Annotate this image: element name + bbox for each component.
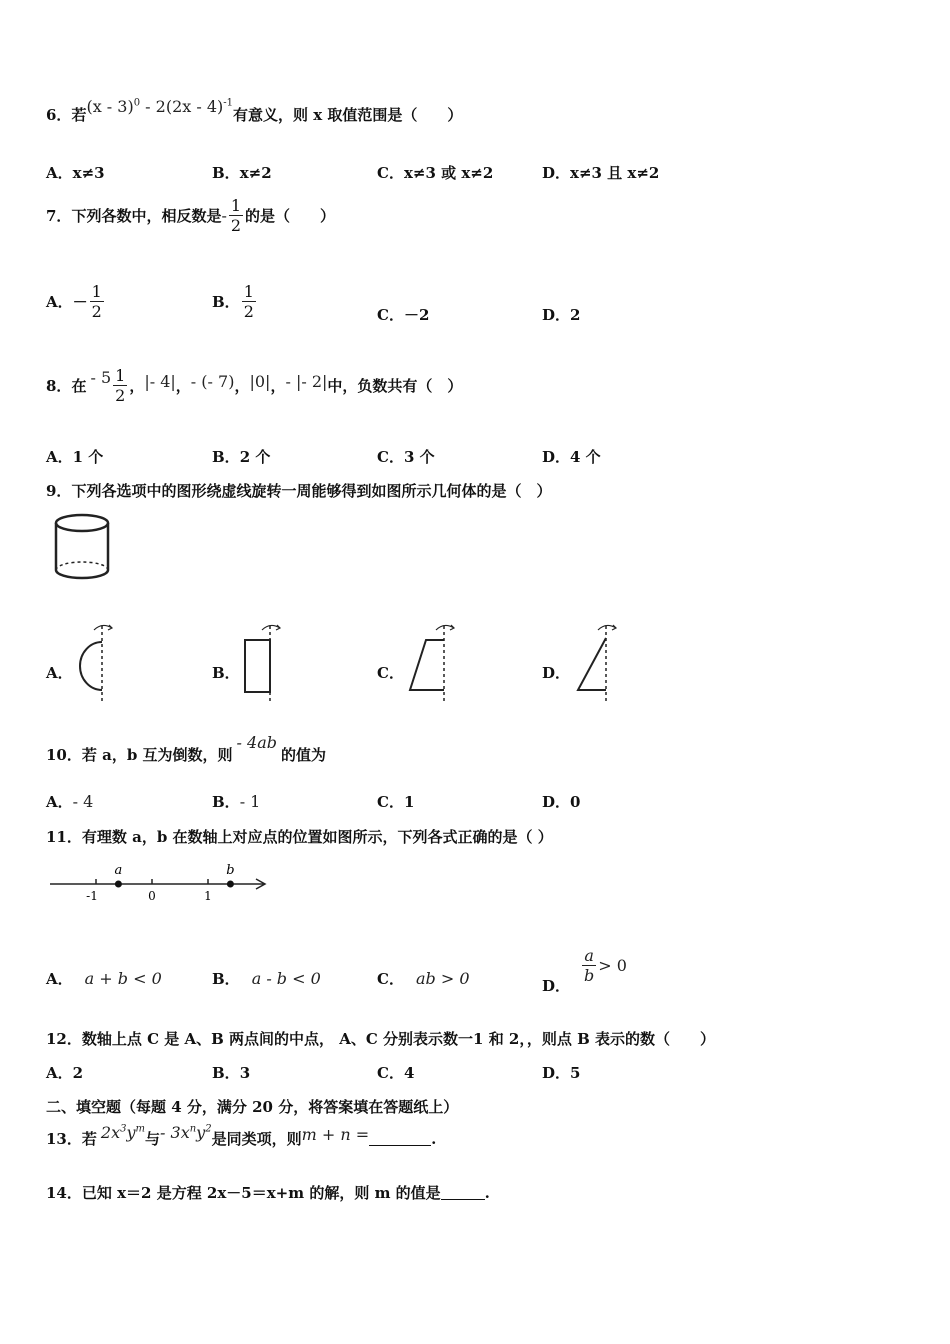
question-number: 8． <box>46 377 72 395</box>
fraction: $\frac{1}{2}$ <box>230 196 242 235</box>
question-number: 11． <box>46 828 82 846</box>
option-c[interactable]: C． ab > 0 <box>377 969 470 988</box>
question-text: 中，负数共有（ ） <box>327 377 463 395</box>
option-c[interactable]: C． 4 <box>377 1063 415 1082</box>
option-c[interactable]: C． x≠3 或 x≠2 <box>377 164 494 182</box>
trapezoid-figure <box>404 620 460 704</box>
option-c[interactable]: C． <box>377 664 404 682</box>
cylinder-figure <box>52 512 114 584</box>
option-d[interactable]: D． 0 <box>542 792 581 811</box>
question-number: 14． <box>46 1184 82 1202</box>
question-14: 14． 已知 x＝2 是方程 2x－5＝x+m 的解，则 m 的值是 . <box>46 1183 490 1202</box>
option-b[interactable]: B． 3 <box>212 1063 251 1082</box>
option-a[interactable]: A． － $\frac{1}{2}$ <box>46 282 102 321</box>
question-6 <box>46 97 463 125</box>
fraction: $\frac{1}{2}$ <box>115 366 126 405</box>
option-a[interactable]: A． 1 个 <box>46 448 104 466</box>
question-number: 12． <box>46 1030 82 1048</box>
label-one: 1 <box>204 889 212 903</box>
option-d[interactable]: D． $\frac{a}{b}$ > 0 <box>542 946 627 995</box>
math-expression: |0| <box>249 372 271 391</box>
question-text: 的值为 <box>280 746 326 764</box>
question-10 <box>46 733 326 765</box>
option-b[interactable]: B． - 1 <box>212 792 261 811</box>
minus-sign: - <box>221 206 227 225</box>
math-expression: - (- 7) <box>190 372 235 391</box>
label-minus-one: -1 <box>86 889 98 903</box>
question-number: 13． <box>46 1130 82 1148</box>
triangle-figure <box>572 620 628 704</box>
question-text: 的是（ ） <box>245 207 336 225</box>
fraction: $\frac{a}{b}$ <box>584 946 595 985</box>
question-11 <box>46 826 553 847</box>
question-text: 若 a，b 互为倒数，则 <box>81 746 233 764</box>
question-7 <box>46 196 335 235</box>
option-a[interactable]: A． x≠3 <box>46 163 105 182</box>
label-a: a <box>114 863 123 878</box>
point-a <box>115 881 122 888</box>
option-c[interactable]: C． 1 <box>377 792 415 811</box>
question-text: 与 <box>145 1130 161 1148</box>
question-text: 数轴上点 C 是 A、B 两点间的中点， A、C 分别表示数一1 和 2，，则点 B 表示的数（ ） <box>81 1030 715 1048</box>
question-text: 下列各数中，相反数是 <box>71 207 222 225</box>
question-text: 是同类项，则 <box>211 1130 302 1148</box>
question-text: 有理数 a，b 在数轴上对应点的位置如图所示，下列各式正确的是（ ） <box>81 828 553 846</box>
question-number: 6． <box>46 106 72 124</box>
answer-blank[interactable] <box>369 1131 431 1146</box>
math-expression: m + n = <box>301 1125 370 1144</box>
option-d[interactable]: D． 4 个 <box>542 448 601 466</box>
section-title: 二、填空题（每题 4 分，满分 20 分，将答案填在答题纸上） <box>46 1098 459 1116</box>
option-b[interactable]: B． a - b < 0 <box>212 969 321 988</box>
fraction: $\frac{1}{2}$ <box>243 282 254 321</box>
rectangle-figure <box>240 620 290 704</box>
option-d[interactable]: D． 2 <box>542 305 581 324</box>
option-d[interactable]: D． <box>542 664 571 682</box>
option-d[interactable]: D． x≠3 且 x≠2 <box>542 164 660 182</box>
option-b[interactable]: B． <box>212 664 240 682</box>
option-b[interactable]: B． $\frac{1}{2}$ <box>212 282 254 321</box>
question-13: 13． 若 $2x^3y^m$ 与 - $3x^ny^2$ 是同类项，则 m + n = . <box>46 1123 437 1148</box>
math-expression: - |- 2| <box>285 372 328 391</box>
question-text: 有意义，则 x 取值范围是（ ） <box>233 106 463 124</box>
math-term: - $3x^ny^2$ <box>160 1123 212 1142</box>
question-text: 在 <box>71 377 87 395</box>
option-b[interactable]: B． x≠2 <box>212 163 272 182</box>
question-9 <box>46 480 551 501</box>
option-a[interactable]: A． 2 <box>46 1063 84 1082</box>
option-d[interactable]: D． 5 <box>542 1063 581 1082</box>
question-number: 10． <box>46 746 82 764</box>
question-8: 8． 在 - 5 $\frac{1}{2}$ ， |- 4| ， - (- 7) ， |0| ， - |- 2| 中，负数共有（ ） <box>46 366 463 405</box>
question-number: 7． <box>46 207 72 225</box>
answer-blank[interactable] <box>441 1185 485 1200</box>
option-a[interactable]: A． - 4 <box>46 792 94 811</box>
question-text: 若 <box>81 1130 97 1148</box>
math-expression: |- 4| <box>144 372 176 391</box>
option-b[interactable]: B． 2 个 <box>212 448 271 466</box>
point-b <box>227 881 234 888</box>
question-number: 9． <box>46 482 72 500</box>
number-line-figure <box>46 858 276 908</box>
mixed-number-whole: - 5 <box>90 368 112 387</box>
question-12 <box>46 1028 715 1049</box>
question-text: 下列各选项中的图形绕虚线旋转一周能够得到如图所示几何体的是（ ） <box>71 482 552 500</box>
label-b: b <box>226 863 235 878</box>
semicircle-figure <box>72 620 118 704</box>
option-c[interactable]: C． 3 个 <box>377 448 435 466</box>
math-expression: - 4ab <box>236 733 277 752</box>
fraction: $\frac{1}{2}$ <box>91 282 102 321</box>
math-term: $2x^3y^m$ <box>100 1123 145 1142</box>
question-text: 若 <box>71 106 87 124</box>
question-text: 已知 x＝2 是方程 2x－5＝x+m 的解，则 m 的值是 <box>81 1184 441 1202</box>
label-zero: 0 <box>148 889 156 903</box>
option-c[interactable]: C． －2 <box>377 306 430 324</box>
math-expression: (x - 3)$^0$ - 2(2x - 4)$^{-1}$ <box>86 97 234 116</box>
option-a[interactable]: A． a + b < 0 <box>46 969 162 988</box>
option-a[interactable]: A． <box>46 664 73 682</box>
